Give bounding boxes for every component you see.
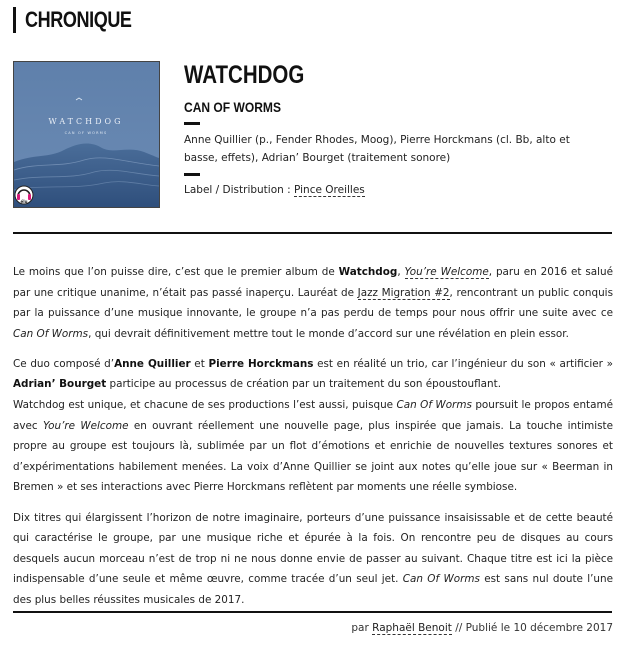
musician-name: Anne Quillier <box>114 357 191 370</box>
review-paragraph: Le moins que l’on puisse dire, c’est que le premier album de Watchdog, You’re Welcome, paru en 2016 et salué par une critique unanime, n’était pas passé inaperçu. Lauréat de Jazz Migration #2, rencontrant un public conquis par la puissance d’une musique innovante, le groupe n’a pas perdu de temps pour nous offrir une suite avec ce Can Of Worms, qui devrait définitivement mettre tout le monde d’accord sur une révélation en plein essor. <box>13 266 614 340</box>
label-link[interactable]: Pince Oreilles <box>294 184 365 196</box>
album-title: CAN OF WORMS <box>184 99 281 115</box>
cover-subtitle: CAN OF WORMS <box>64 131 108 135</box>
album-cover[interactable] <box>13 61 160 208</box>
author-link[interactable]: Raphaël Benoit <box>372 622 452 634</box>
artist-highlight: Watchdog <box>338 266 398 278</box>
album-lineup: Anne Quillier (p., Fender Rhodes, Moog), Pierre Horckmans (cl. Bb, alto et basse, effets), Adrian’ Bourget (traitement sonore) <box>184 134 570 164</box>
cover-title: WATCHDOG <box>48 117 124 126</box>
bottom-divider <box>13 611 612 613</box>
musician-name: Pierre Horckmans <box>208 357 314 370</box>
separator-rule <box>184 122 200 125</box>
headphones-badge-icon <box>15 186 33 204</box>
separator-rule <box>184 173 200 176</box>
review-paragraph: Dix titres qui élargissent l’horizon de notre imaginaire, porteurs d’une puissance insaisissable et de cette beauté qui caractérise le groupe, par une musique riche et épurée à la fois. On rencontre peu de disques au cours desquels aucun morceau n’est de trop ni ne nous donne envie de passer au suivant. Chaque titre est ici la pièce indispensable d’une seule et même œuvre, comme tracée d’un seul jet. Can Of Worms est sans nul doute l’une des plus belles réussites musicales de 2017. <box>13 511 613 606</box>
album-link-youre-welcome[interactable]: You’re Welcome <box>404 266 489 278</box>
musician-name: Adrian’ Bourget <box>13 378 107 391</box>
badge-text: élu <box>20 199 28 204</box>
album-info <box>184 60 614 198</box>
review-body <box>13 262 613 620</box>
album-mention: Can Of Worms <box>13 327 89 340</box>
byline: par Raphaël Benoit // Publié le 10 décembre 2017 <box>351 622 613 634</box>
review-paragraph: Watchdog est unique, et chacune de ses productions l’est aussi, puisque Can Of Worms poursuit le propos entamé avec You’re Welcome en ouvrant réellement une nouvelle page, plus inspirée que jamais. La touche intimiste propre au groupe est toujours là, sublimée par un flot d’émotions et enrichie de nouvelles textures sonores et d’expérimentations habilement menées. La voix d’Anne Quillier se joint aux notes qu’elle joue sur « Beerman in Bremen » et ses interactions avec Pierre Horckmans reflètent par moments une réelle symbiose. <box>13 399 613 494</box>
album-mention: You’re Welcome <box>42 419 129 432</box>
section-header <box>13 7 155 33</box>
label-prefix: Label / Distribution : <box>184 184 295 196</box>
review-paragraph: Ce duo composé d’Anne Quillier et Pierre Horckmans est en réalité un trio, car l’ingénieur du son « artificier » Adrian’ Bourget participe au processus de création par un traitement du son époustouflant. <box>13 357 613 391</box>
label-distribution <box>184 182 614 198</box>
publish-date: // Publié le 10 décembre 2017 <box>451 622 613 634</box>
jazz-migration-link[interactable]: Jazz Migration #2 <box>357 286 450 299</box>
artist-name: WATCHDOG <box>184 61 305 89</box>
album-cover-art <box>14 62 159 207</box>
top-divider <box>13 232 612 234</box>
section-title: CHRONIQUE <box>25 7 132 32</box>
album-mention: Can Of Worms <box>402 573 480 586</box>
album-mention: Can Of Worms <box>396 399 472 412</box>
